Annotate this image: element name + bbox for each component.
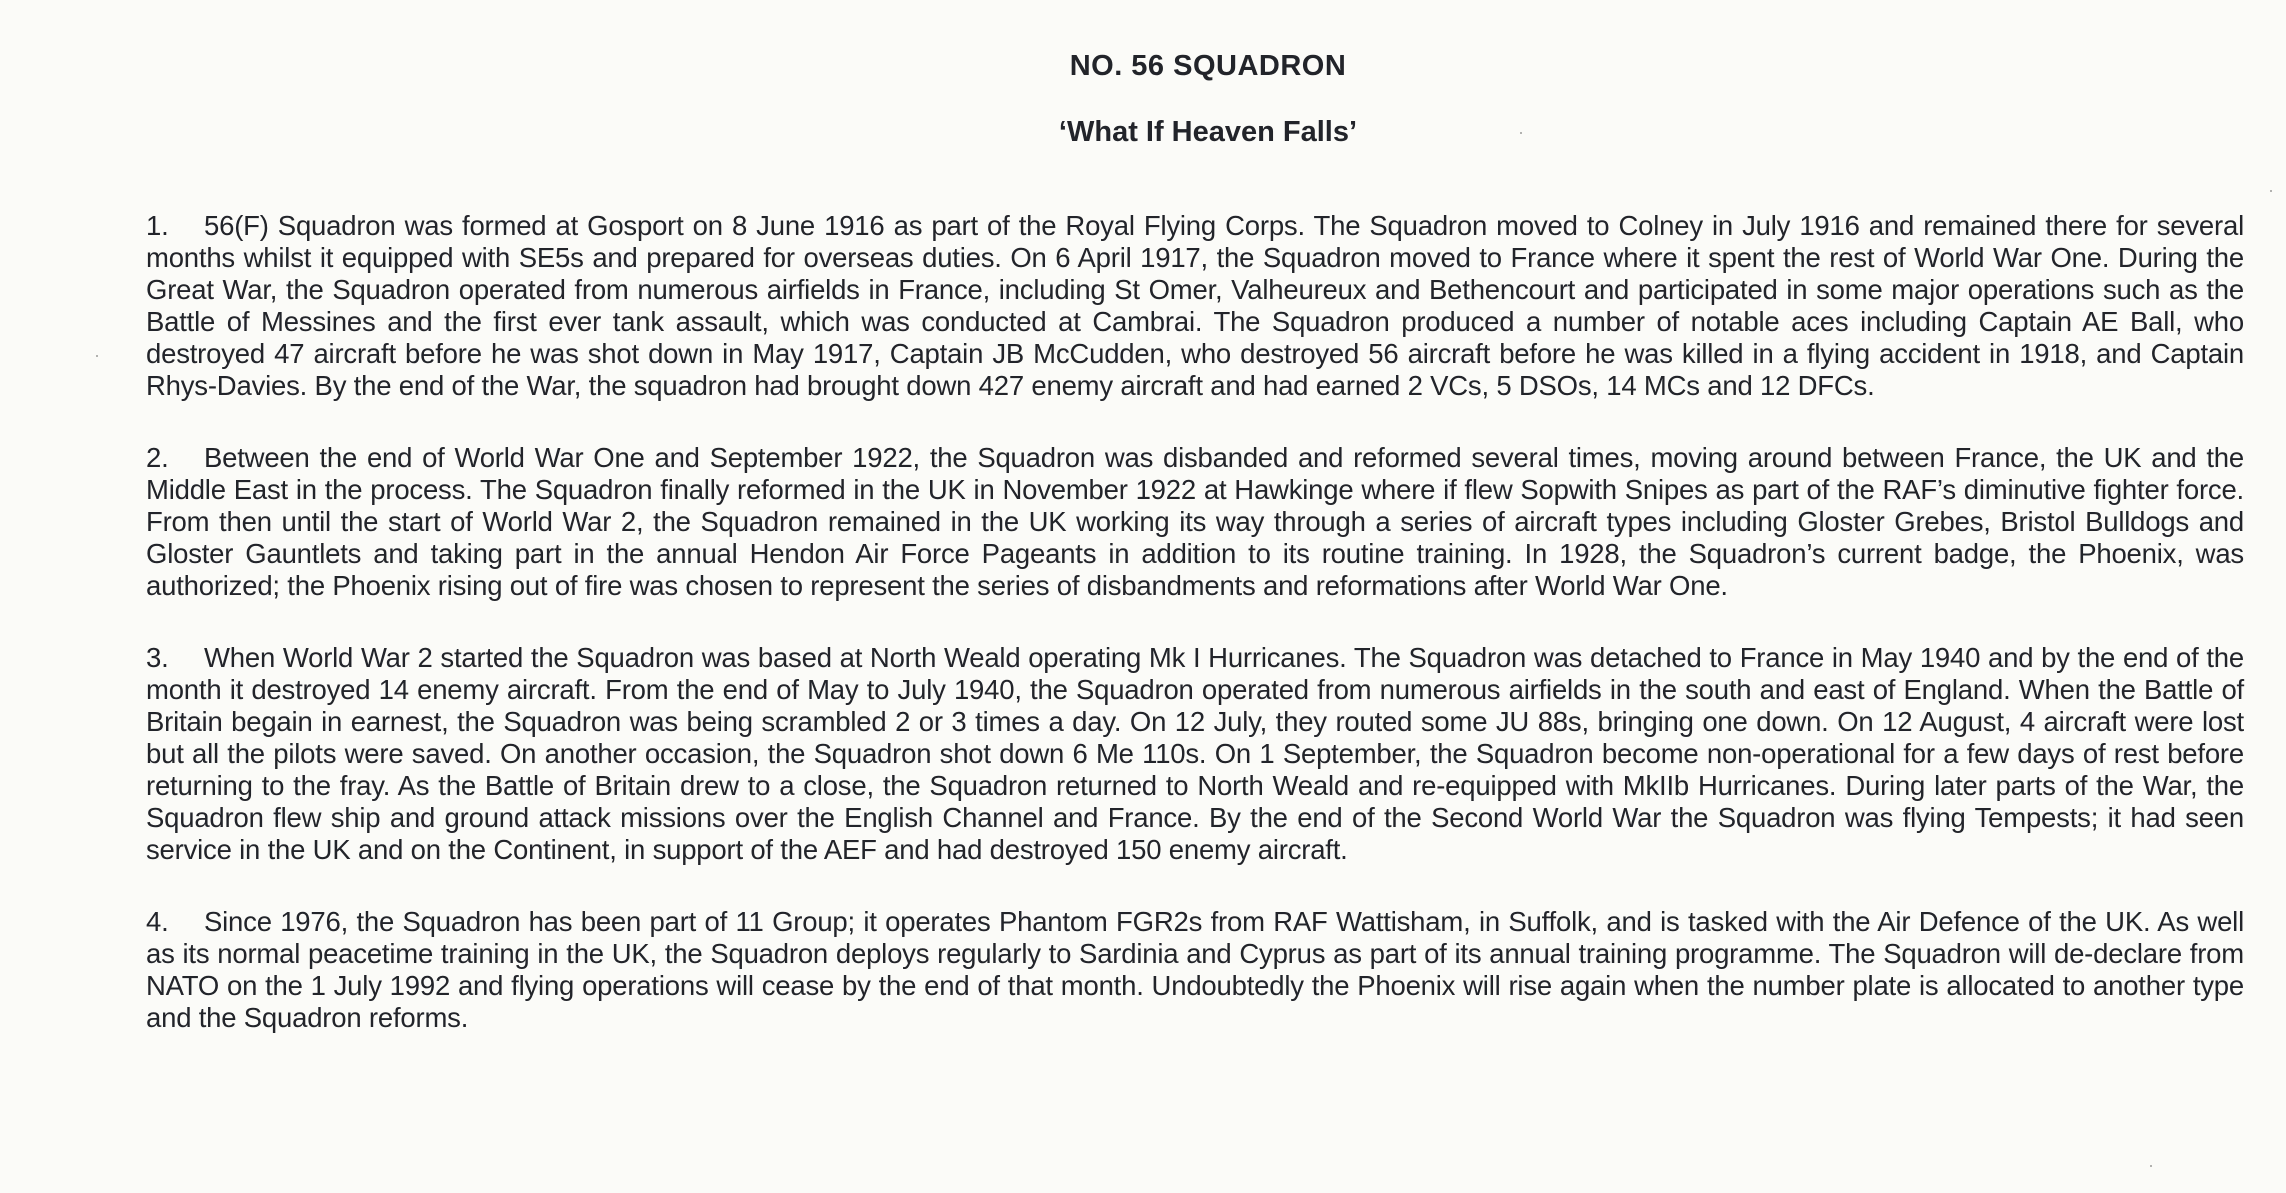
paragraph-3 bbox=[146, 642, 2244, 866]
paragraph-text: 56(F) Squadron was formed at Gosport on 8 June 1916 as part of the Royal Flying Corps. The Squadron moved to Colney in July 1916 and remained there for several months whilst it equipped with SE5s and prepared for overseas duties. On 6 April 1917, the Squadron moved to France where it spent the rest of World War One. During the Great War, the Squadron operated from numerous airfields in France, including St Omer, Valheureux and Bethencourt and participated in some major operations such as the Battle of Messines and the first ever tank assault, which was conducted at Cambrai. The Squadron produced a number of notable aces including Captain AE Ball, who destroyed 47 aircraft before he was shot down in May 1917, Captain JB McCudden, who destroyed 56 aircraft before he was killed in a flying accident in 1918, and Captain Rhys-Davies. By the end of the War, the squadron had brought down 427 enemy aircraft and had earned 2 VCs, 5 DSOs, 14 MCs and 12 DFCs. bbox=[146, 210, 2244, 401]
document-body bbox=[146, 210, 2244, 1074]
squadron-motto: ‘What If Heaven Falls’ bbox=[1058, 116, 1358, 148]
scan-speck bbox=[96, 355, 98, 357]
scan-speck bbox=[1520, 132, 1522, 134]
scan-speck bbox=[2150, 1165, 2152, 1167]
paragraph-1 bbox=[146, 210, 2244, 402]
paragraph-number: 3. bbox=[146, 642, 169, 673]
document-title: NO. 56 SQUADRON bbox=[1069, 50, 1347, 82]
paragraph-number: 2. bbox=[146, 442, 169, 473]
paragraph-2 bbox=[146, 442, 2244, 602]
paragraph-number: 4. bbox=[146, 906, 169, 937]
scan-speck bbox=[2270, 190, 2272, 192]
paragraph-4 bbox=[146, 906, 2244, 1034]
paragraph-text: When World War 2 started the Squadron was based at North Weald operating Mk I Hurricanes. The Squadron was detached to France in May 1940 and by the end of the month it destroyed 14 enemy aircraft. From the end of May to July 1940, the Squadron operated from numerous airfields in the south and east of England. When the Battle of Britain begain in earnest, the Squadron was being scrambled 2 or 3 times a day. On 12 July, they routed some JU 88s, bringing one down. On 12 August, 4 aircraft were lost but all the pilots were saved. On another occasion, the Squadron shot down 6 Me 110s. On 1 September, the Squadron become non-operational for a few days of rest before returning to the fray. As the Battle of Britain drew to a close, the Squadron returned to North Weald and re-equipped with MkIIb Hurricanes. During later parts of the War, the Squadron flew ship and ground attack missions over the English Channel and France. By the end of the Second World War the Squadron was flying Tempests; it had seen service in the UK and on the Continent, in support of the AEF and had destroyed 150 enemy aircraft. bbox=[146, 642, 2244, 865]
paragraph-number: 1. bbox=[146, 210, 169, 241]
paragraph-text: Since 1976, the Squadron has been part of 11 Group; it operates Phantom FGR2s from RAF Wattisham, in Suffolk, and is tasked with the Air Defence of the UK. As well as its normal peacetime training in the UK, the Squadron deploys regularly to Sardinia and Cyprus as part of its annual training programme. The Squadron will de-declare from NATO on the 1 July 1992 and flying operations will cease by the end of that month. Undoubtedly the Phoenix will rise again when the number plate is allocated to another type and the Squadron reforms. bbox=[146, 906, 2244, 1033]
paragraph-text: Between the end of World War One and September 1922, the Squadron was disbanded and reformed several times, moving around between France, the UK and the Middle East in the process. The Squadron finally reformed in the UK in November 1922 at Hawkinge where if flew Sopwith Snipes as part of the RAF’s diminutive fighter force. From then until the start of World War 2, the Squadron remained in the UK working its way through a series of aircraft types including Gloster Grebes, Bristol Bulldogs and Gloster Gauntlets and taking part in the annual Hendon Air Force Pageants in addition to its routine training. In 1928, the Squadron’s current badge, the Phoenix, was authorized; the Phoenix rising out of fire was chosen to represent the series of disbandments and reformations after World War One. bbox=[146, 442, 2244, 601]
